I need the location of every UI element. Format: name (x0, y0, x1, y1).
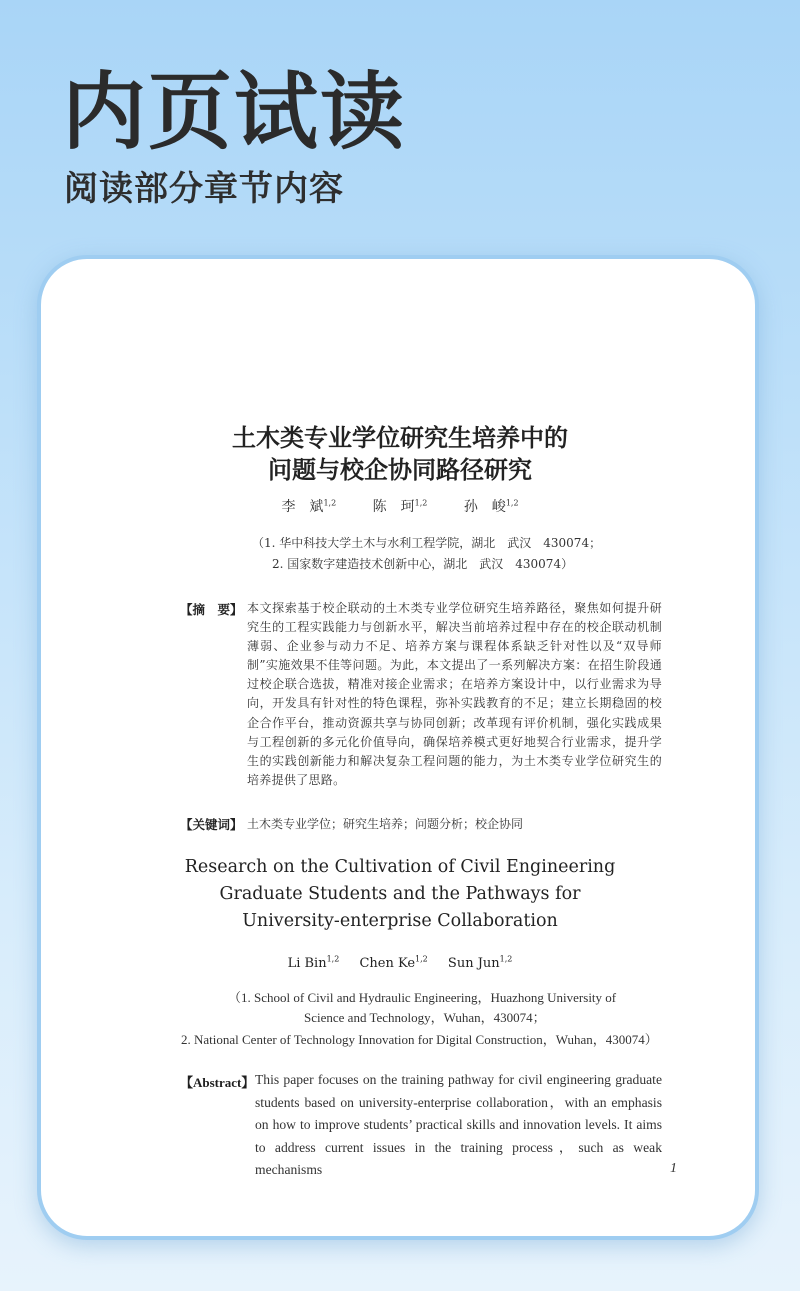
paper-title-cn-line1: 土木类专业学位研究生培养中的 (232, 423, 568, 452)
author-cn: 李 斌$^{1,2}$ (281, 498, 337, 515)
author-cn: 孙 峻$^{1,2}$ (463, 498, 519, 515)
author-en: Sun Jun$^{1,2}$ (447, 955, 513, 972)
banner-title: 内页试读 (62, 63, 407, 161)
banner-subtitle: 阅读部分章节内容 (64, 169, 344, 209)
page-number: 1 (670, 1161, 677, 1176)
paper-title-en-line1: Research on the Cultivation of Civil Engineering (184, 857, 616, 877)
author-en: Chen Ke$^{1,2}$ (359, 955, 428, 972)
paper-title-en-line2: Graduate Students and the Pathways for (219, 884, 581, 904)
authors-cn (0, 496, 800, 516)
affiliation-cn-2: 2. 国家数字建造技术创新中心，湖北 武汉 430074） (272, 557, 574, 571)
affiliation-en-1: （1. School of Civil and Hydraulic Engineering，Huazhong University of (228, 990, 617, 1005)
keywords-label: 【关键词】 (180, 817, 243, 832)
abstract-label-cn: 【摘 要】 (180, 602, 243, 617)
affiliation-cn-1: （1. 华中科技大学土木与水利工程学院，湖北 武汉 430074； (252, 536, 602, 550)
affiliation-en-3: 2. National Center of Technology Innovation for Digital Construction，Wuhan，430074） (181, 1032, 658, 1047)
abstract-label-en: 【Abstract】 (180, 1075, 255, 1090)
keywords-cn: 土木类专业学位；研究生培养；问题分析；校企协同 (247, 817, 524, 831)
paper-title-en-line3: University-enterprise Collaboration (242, 911, 558, 931)
abstract-body-cn: 本文探索基于校企联动的土木类专业学位研究生培养路径，聚焦如何提升研究生的工程实践能力与创新水平，解决当前培养过程中存在的校企联动机制薄弱、企业参与动力不足、培养方案与课程体系缺乏针对性以及“双导师制”实施效果不佳等问题。为此，本文提出了一系列解决方案：在招生阶段通过校企联合选拔，精准对接企业需求；在培养方案设计中，以行业需求为导向，开发具有针对性的特色课程，弥补实践教育的不足；建立长期稳固的校企合作平台，推动资源共享与协同创新；改革现有评价机制，强化实践成果与工程创新的多元化价值导向，确保培养模式更好地契合行业需求，提升学生的实践创新能力和解决复杂工程问题的能力，为土木类专业学位研究生的培养提供了思路。 (247, 601, 662, 787)
author-cn: 陈 珂$^{1,2}$ (372, 498, 428, 515)
authors-en (0, 955, 800, 971)
affiliation-en-2: Science and Technology，Wuhan，430074； (304, 1010, 546, 1025)
abstract-body-en: This paper focuses on the training pathway for civil engineering graduate students based on university-enterprise collaboration，with an emphasis on how to improve students’ practical skills and innovation levels. It aims to address current issues in the training process，such as weak mechanisms (255, 1072, 662, 1177)
paper-title-cn-line2: 问题与校企协同路径研究 (268, 455, 532, 484)
author-en: Li Bin$^{1,2}$ (287, 955, 340, 972)
